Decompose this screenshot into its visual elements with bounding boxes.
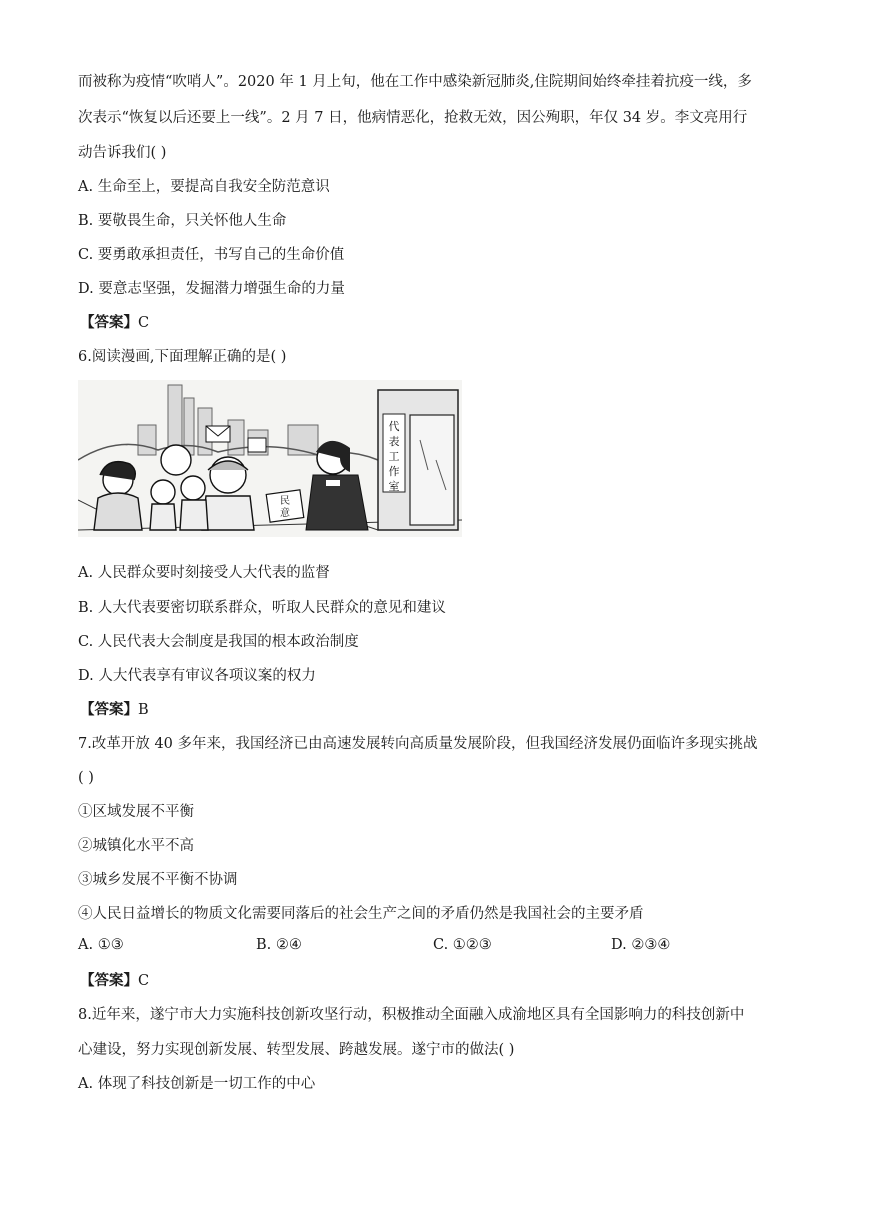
- q5-option-b: B. 要敬畏生命，只关怀他人生命: [78, 213, 287, 229]
- q7-stem-line-2: ( ): [78, 770, 94, 786]
- q5-option-d: D. 要意志坚强，发掘潜力增强生命的力量: [78, 281, 345, 297]
- comic-sign-char-1: 代: [388, 420, 400, 433]
- answer-value: C: [138, 315, 150, 331]
- q6-answer: [80, 700, 149, 720]
- comic-sign-char-4: 作: [388, 465, 400, 478]
- q5-stem-line-3: 动告诉我们( ): [78, 145, 167, 161]
- q7-item-4: ④人民日益增长的物质文化需要同落后的社会生产之间的矛盾仍然是我国社会的主要矛盾: [78, 906, 644, 922]
- q5-stem-line-1: 而被称为疫情“吹哨人”。2020 年 1 月上旬，他在工作中感染新冠肺炎,住院期间始终牵挂着抗疫一线，多: [78, 74, 752, 90]
- comic-folder-char-2: 意: [280, 508, 290, 519]
- q7-answer: [80, 971, 149, 991]
- q7-choices: [78, 937, 778, 957]
- q7-choice-a: A. ①③: [78, 937, 124, 953]
- q8-option-a: A. 体现了科技创新是一切工作的中心: [78, 1076, 316, 1092]
- q6-option-d: D. 人大代表享有审议各项议案的权力: [78, 668, 316, 684]
- answer-label: 【答案】: [80, 972, 138, 989]
- answer-label: 【答案】: [80, 314, 138, 331]
- q7-item-3: ③城乡发展不平衡不协调: [78, 872, 238, 888]
- q7-choice-b: B. ②④: [256, 937, 302, 953]
- q6-option-b: B. 人大代表要密切联系群众，听取人民群众的意见和建议: [78, 600, 446, 616]
- q5-answer: [80, 313, 149, 333]
- q8-stem-line-1: 8.近年来，遂宁市大力实施科技创新攻坚行动，积极推动全面融入成渝地区具有全国影响力的科技创新中: [78, 1007, 745, 1023]
- answer-value: C: [138, 973, 150, 989]
- q7-choice-d: D. ②③④: [611, 937, 671, 953]
- comic-folder-char-1: 民: [280, 496, 290, 507]
- q5-stem-line-2: 次表示“恢复以后还要上一线”。2 月 7 日，他病情恶化，抢救无效，因公殉职，年仅 34 岁。李文亮用行: [78, 110, 748, 126]
- comic-sign-char-3: 工: [388, 450, 400, 463]
- q7-item-2: ②城镇化水平不高: [78, 838, 194, 854]
- q6-option-a: A. 人民群众要时刻接受人大代表的监督: [78, 565, 330, 581]
- comic-sign-char-2: 表: [388, 435, 400, 448]
- q8-stem-line-2: 心建设，努力实现创新发展、转型发展、跨越发展。遂宁市的做法( ): [78, 1042, 515, 1058]
- q7-item-1: ①区域发展不平衡: [78, 804, 194, 820]
- q6-stem: 6.阅读漫画,下面理解正确的是( ): [78, 349, 287, 365]
- answer-value: B: [138, 702, 149, 718]
- comic-illustration: [78, 380, 462, 537]
- q5-option-c: C. 要勇敢承担责任，书写自己的生命价值: [78, 247, 345, 263]
- q5-option-a: A. 生命至上，要提高自我安全防范意识: [78, 179, 330, 195]
- q7-choice-c: C. ①②③: [433, 937, 492, 953]
- q6-option-c: C. 人民代表大会制度是我国的根本政治制度: [78, 634, 359, 650]
- q7-stem-line-1: 7.改革开放 40 多年来，我国经济已由高速发展转向高质量发展阶段，但我国经济发展仍面临许多现实挑战: [78, 736, 758, 752]
- answer-label: 【答案】: [80, 701, 138, 718]
- comic-sign-char-5: 室: [388, 480, 400, 493]
